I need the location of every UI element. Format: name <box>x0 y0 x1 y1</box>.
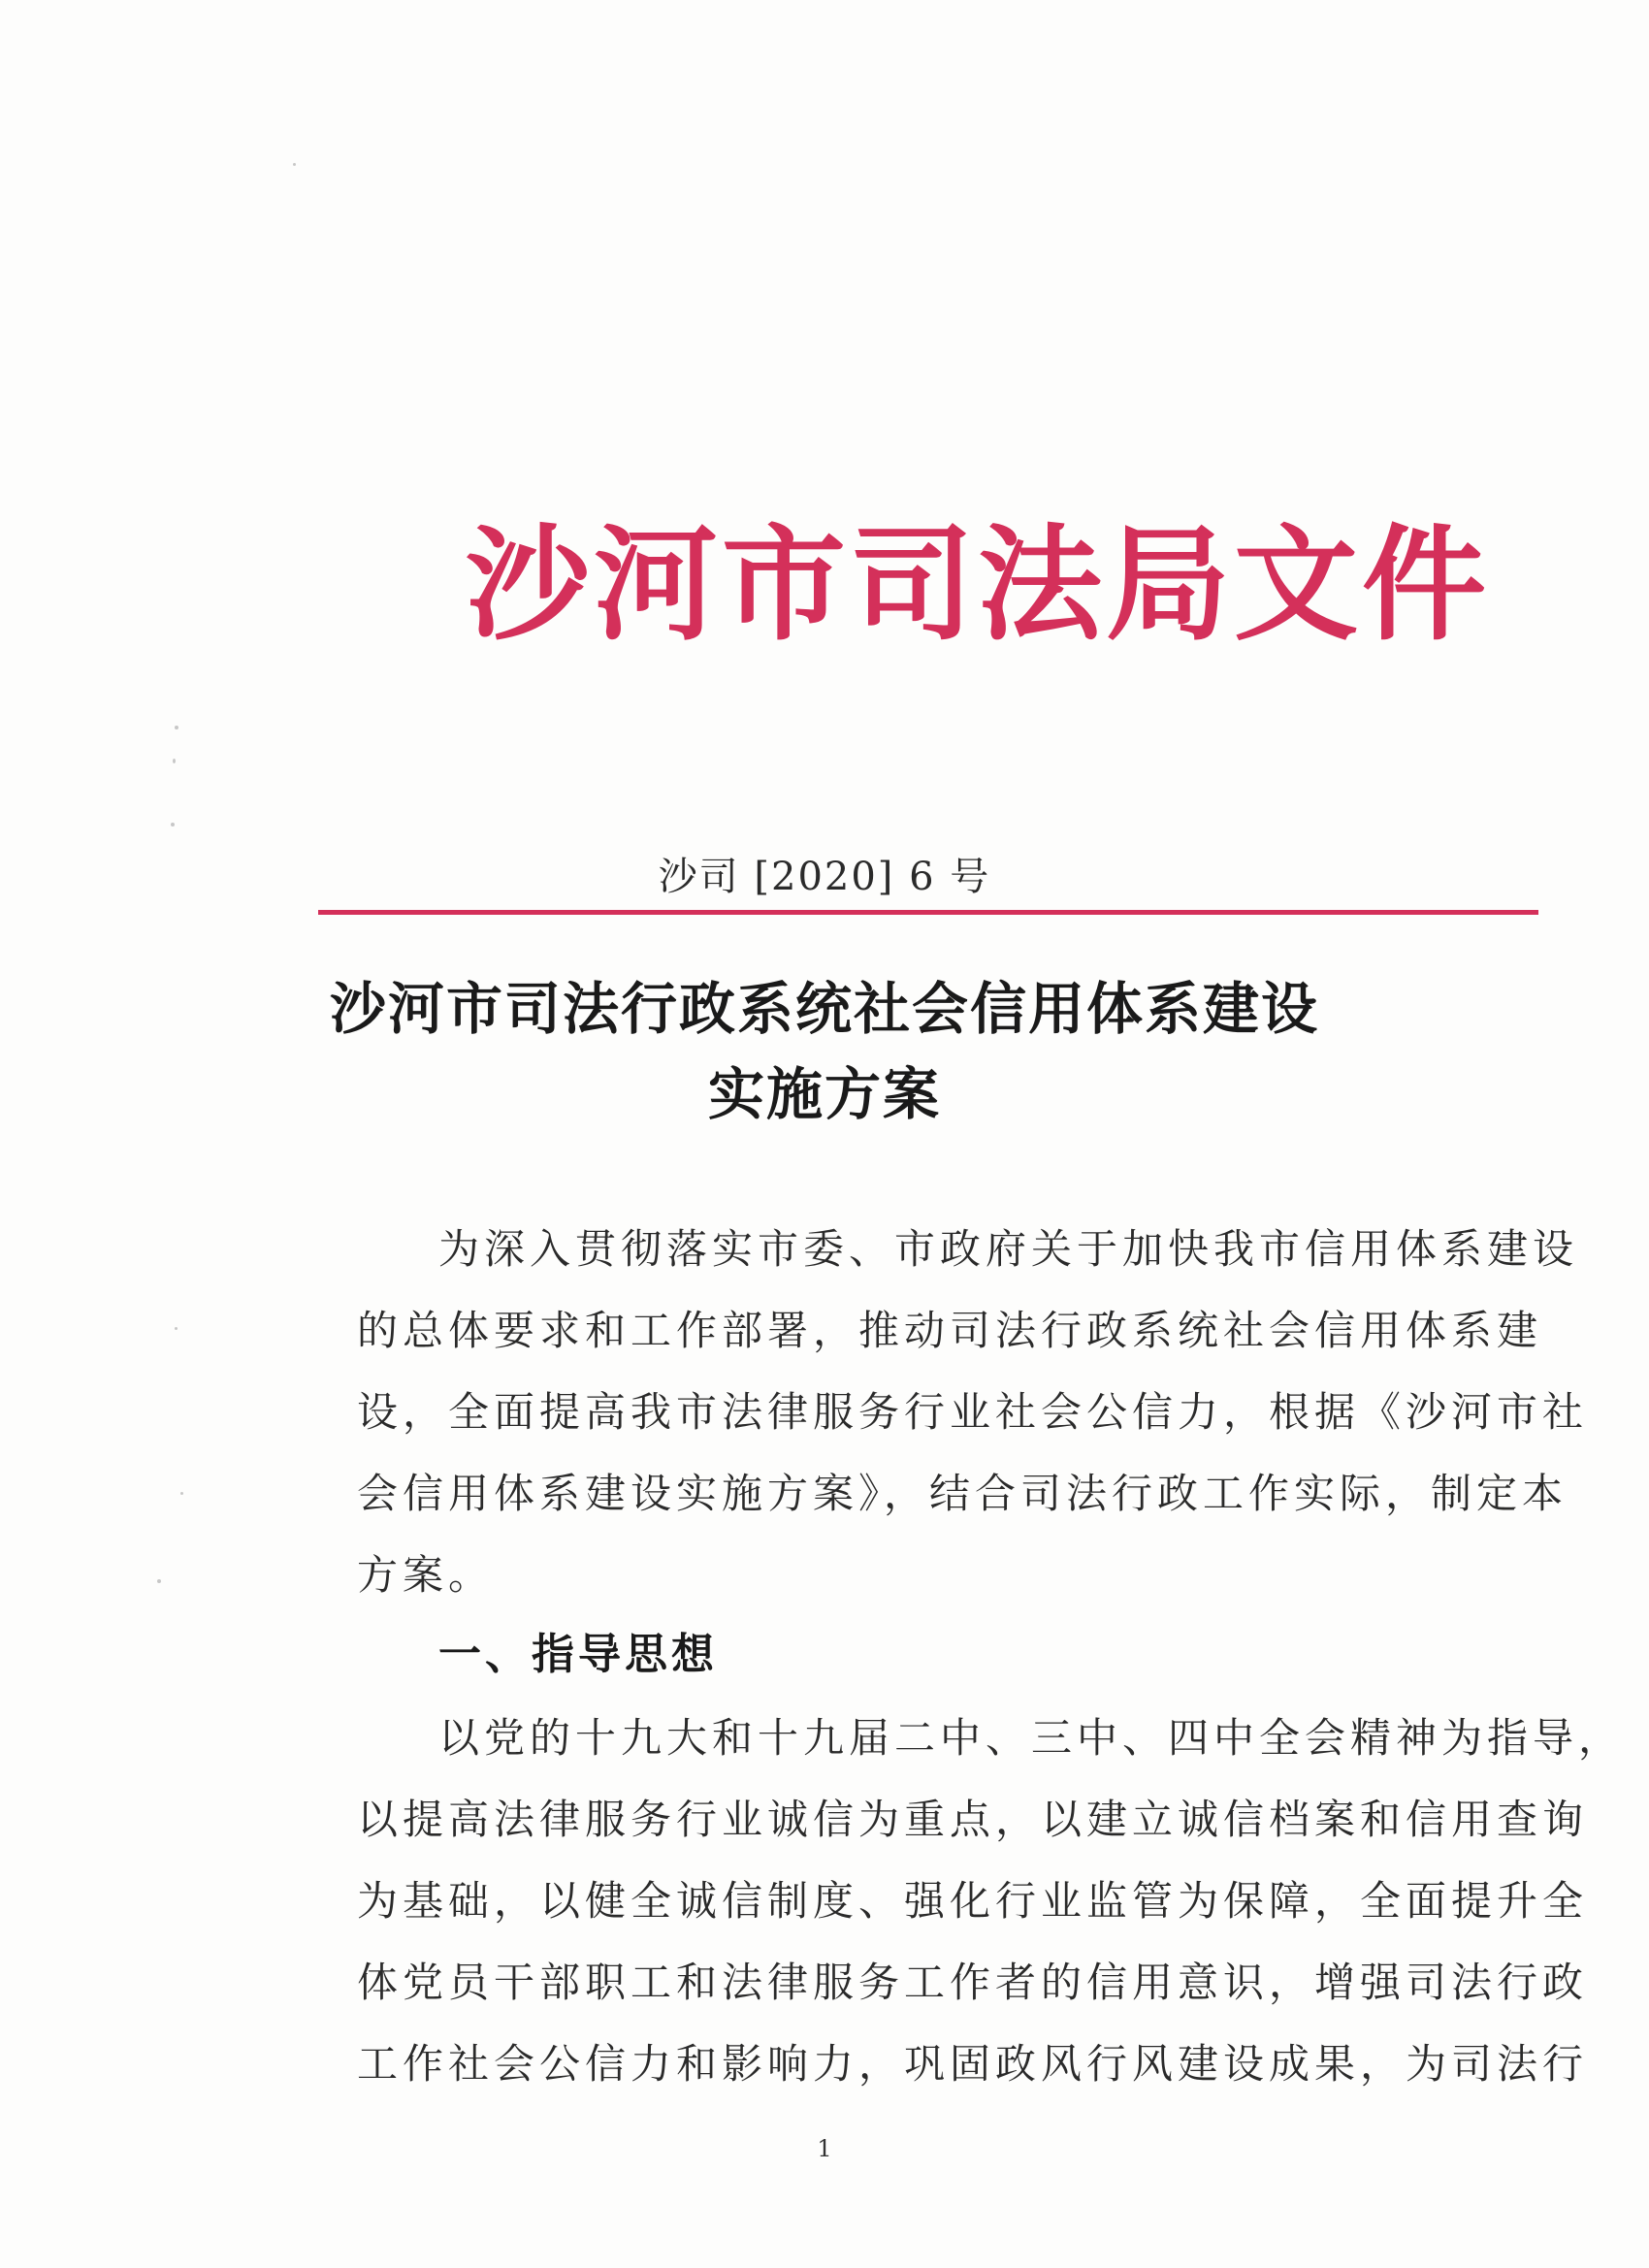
intro-line-2: 的总体要求和工作部署，推动司法行政系统社会信用体系建 <box>357 1307 1543 1354</box>
intro-line-3: 设，全面提高我市法律服务行业社会公信力，根据《沙河市社 <box>357 1388 1589 1436</box>
section1-line-5: 工作社会公信力和影响力，巩固政风行风建设成果，为司法行 <box>357 2040 1589 2088</box>
scan-speck <box>180 1492 183 1495</box>
document-title-line-1: 沙河市司法行政系统社会信用体系建设 <box>329 976 1319 1042</box>
intro-line-1: 为深入贯彻落实市委、市政府关于加快我市信用体系建设 <box>438 1225 1579 1273</box>
scan-speck <box>173 759 176 763</box>
page-number: 1 <box>817 2135 832 2162</box>
section1-line-3: 为基础，以健全诚信制度、强化行业监管为保障，全面提升全 <box>357 1877 1589 1925</box>
scan-speck <box>171 823 175 826</box>
scan-speck <box>175 1327 178 1330</box>
section-heading-guiding-ideology: 一、指导思想 <box>438 1630 718 1679</box>
section1-line-1: 以党的十九大和十九届二中、三中、四中全会精神为指导， <box>438 1714 1625 1762</box>
intro-line-5: 方案。 <box>357 1551 495 1599</box>
intro-line-4: 会信用体系建设实施方案》，结合司法行政工作实际，制定本 <box>357 1470 1568 1517</box>
agency-title: 沙河市司法局文件 <box>466 512 1491 658</box>
red-divider-line <box>318 910 1538 915</box>
scan-speck <box>157 1579 161 1583</box>
document-title-line-2: 实施方案 <box>707 1061 941 1127</box>
section1-line-4: 体党员干部职工和法律服务工作者的信用意识，增强司法行政 <box>357 1959 1589 2006</box>
section1-line-2: 以提高法律服务行业诚信为重点，以建立诚信档案和信用查询 <box>357 1796 1589 1843</box>
document-number: 沙司 [2020] 6 号 <box>658 855 991 899</box>
scan-speck <box>175 726 178 729</box>
scan-speck <box>293 163 296 166</box>
